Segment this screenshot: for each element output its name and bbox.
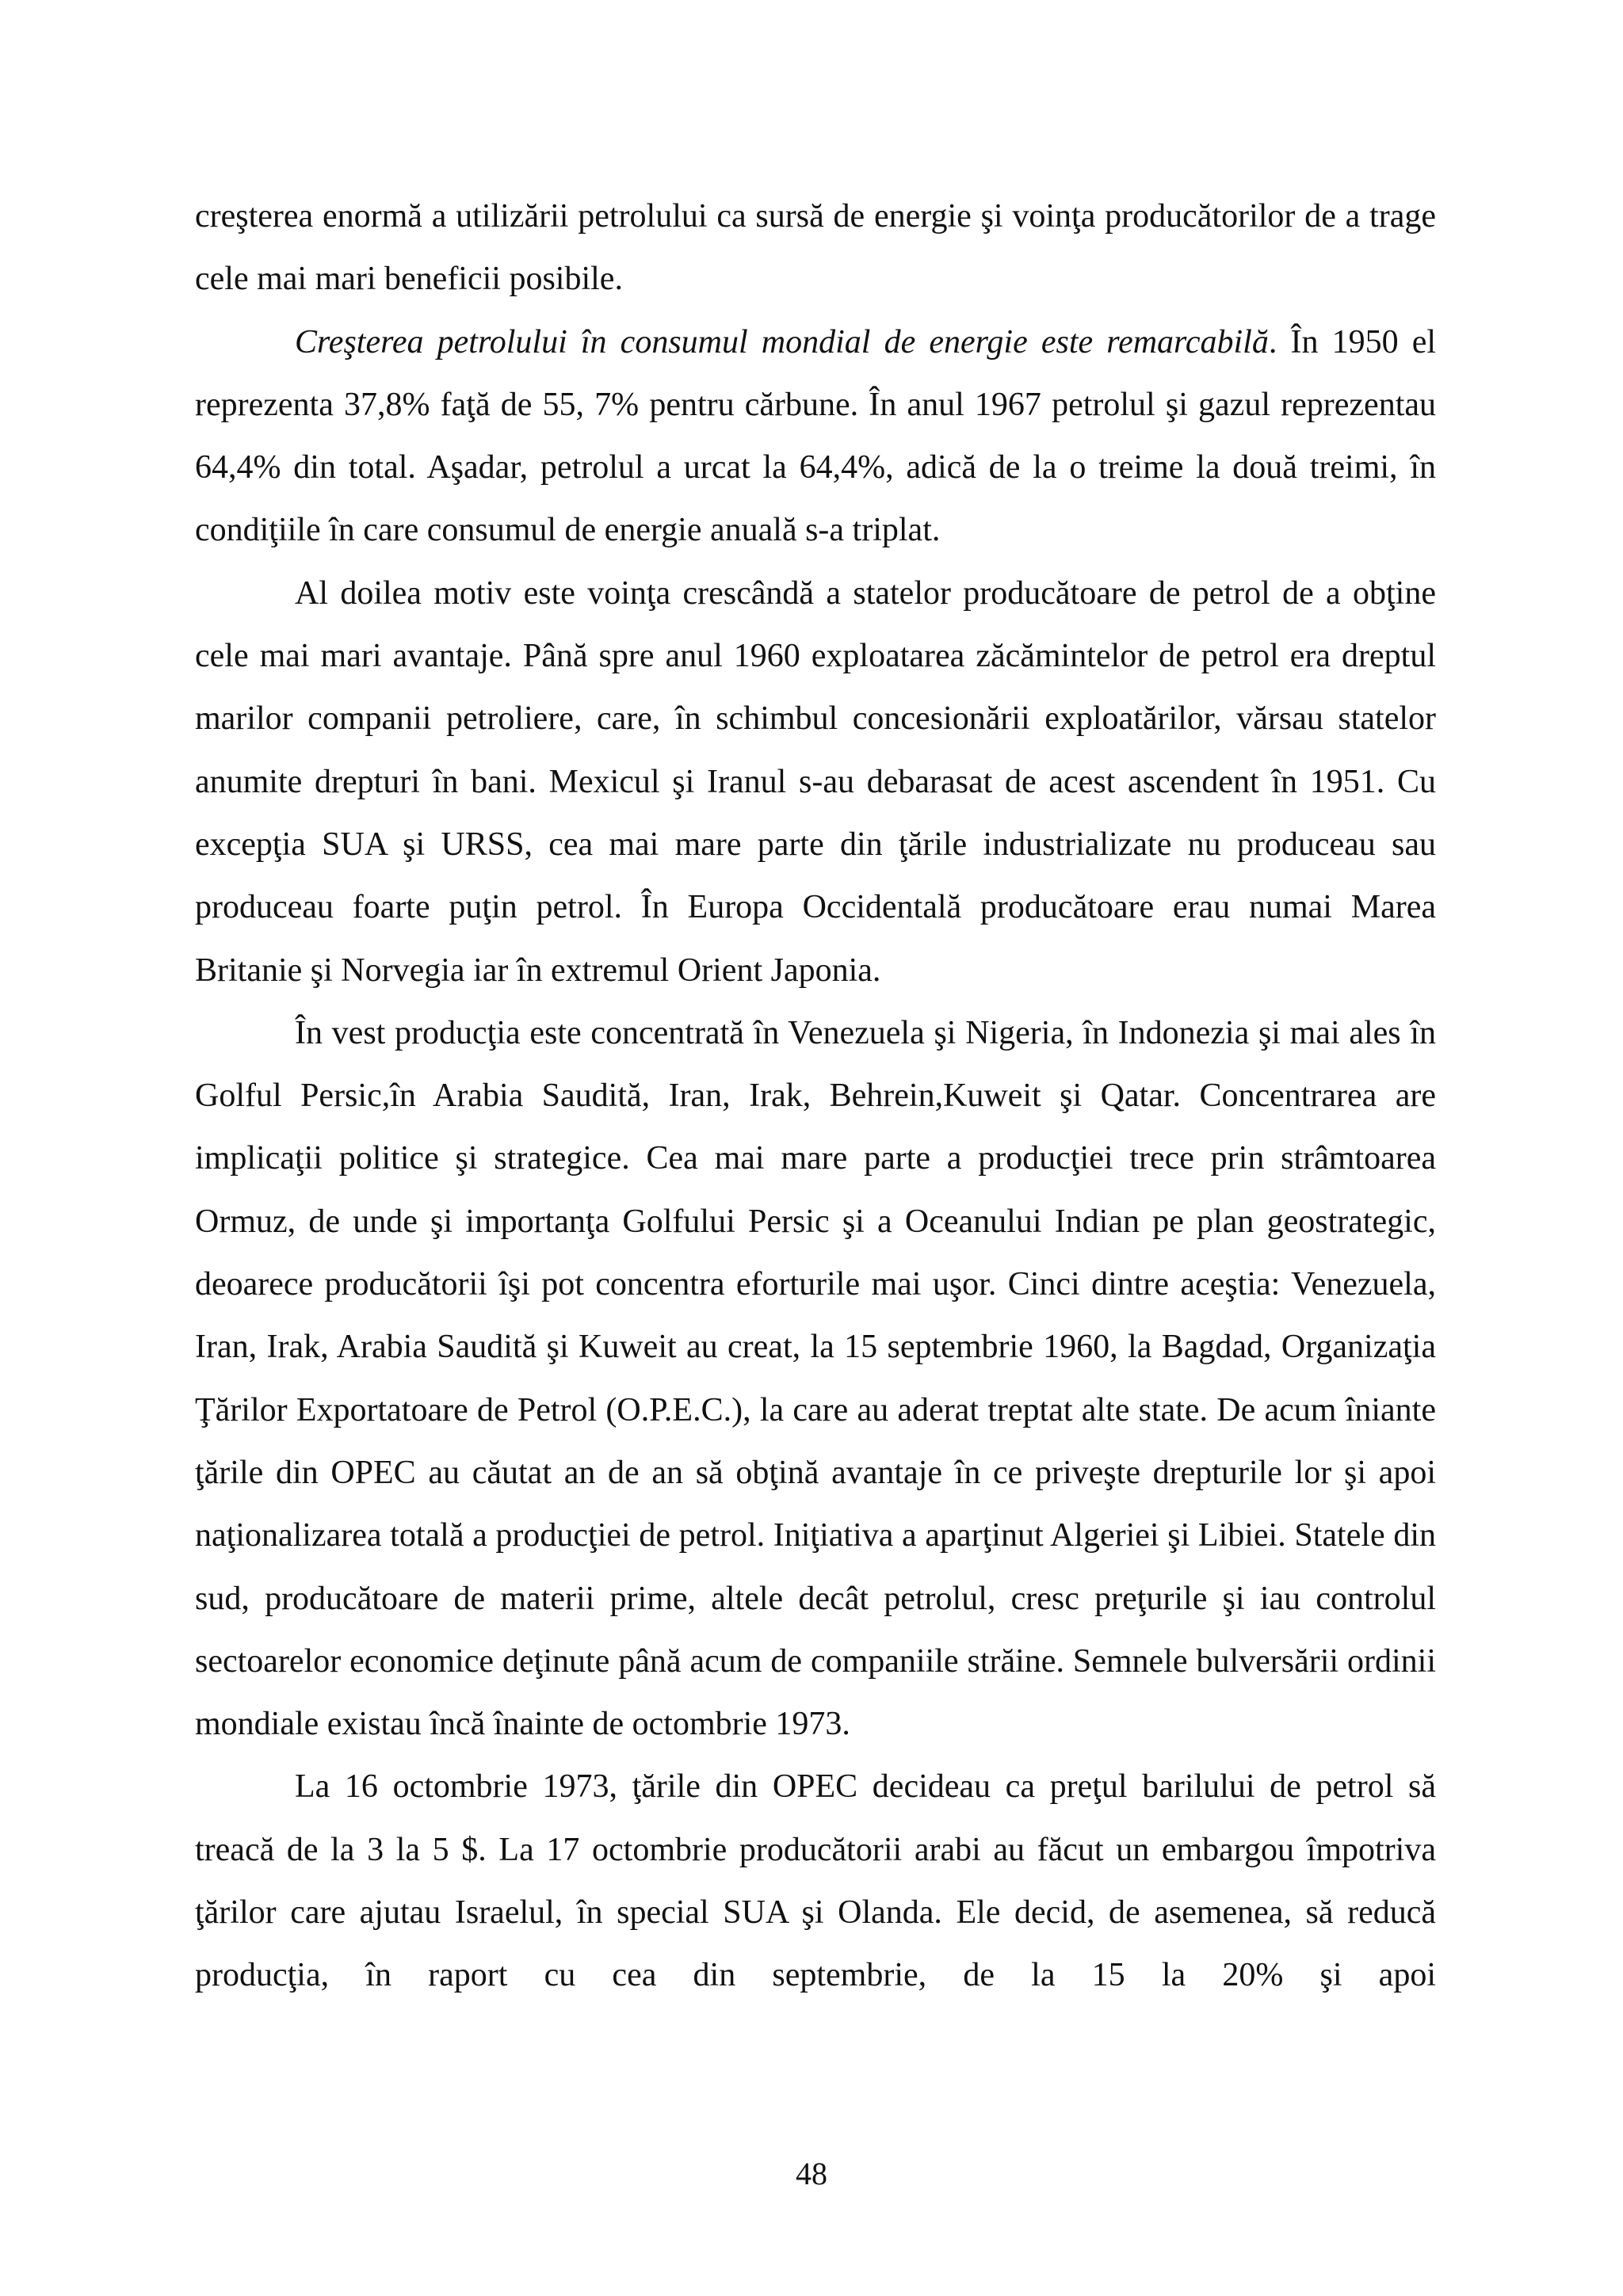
paragraph-continuation: creşterea enormă a utilizării petrolului ca sursă de energie şi voinţa producătorilor de a trage cele mai mari beneficii posibile. bbox=[195, 198, 1436, 298]
paragraph-oil-consumption bbox=[195, 311, 1436, 563]
italic-lead-phrase: Creşterea petrolului în consumul mondial de energie este remarcabilă bbox=[295, 323, 1269, 360]
paragraph-text: . În 1950 el reprezenta 37,8% faţă de 55, 7% pentru cărbune. În anul 1967 petrolul şi gazul reprezentau 64,4% din total. Aşadar, petrolul a urcat la 64,4%, adică de la o treime la două treimi, în condiţiile în care consumul de energie anuală s-a triplat. bbox=[195, 323, 1437, 549]
paragraph-second-motive: Al doilea motiv este voinţa crescândă a statelor producătoare de petrol de a obţine cele mai mari avantaje. Până spre anul 1960 exploatarea zăcămintelor de petrol era dreptul marilor companii petroliere, care, în schimbul concesionării exploatărilor, vărsau statelor anumite drepturi în bani. Mexicul şi Iranul s-au debarasat de acest ascendent în 1951. Cu excepţia SUA şi URSS, cea mai mare parte din ţările industrializate nu produceau sau produceau foarte puţin petrol. În Europa Occidentală producătoare erau numai Marea Britanie şi Norvegia iar în extremul Orient Japonia. bbox=[195, 574, 1436, 989]
page-number: 48 bbox=[796, 2156, 827, 2191]
paragraph-opec-founding: În vest producţia este concentrată în Venezuela şi Nigeria, în Indonezia şi mai ales în Golful Persic,în Arabia Saudită, Iran, Irak, Behrein,Kuweit şi Qatar. Concentrarea are implicaţii politice şi strategice. Cea mai mare parte a producţiei trece prin strâmtoarea Ormuz, de unde şi importanţa Golfului Persic şi a Oceanului Indian pe plan geostrategic, deoarece producătorii îşi pot concentra eforturile mai uşor. Cinci dintre aceştia: Venezuela, Iran, Irak, Arabia Saudită şi Kuweit au creat, la 15 septembrie 1960, la Bagdad, Organizaţia Ţărilor Exportatoare de Petrol (O.P.E.C.), la care au aderat treptat alte state. De acum îniante ţările din OPEC au căutat an de an să obţină avantaje în ce priveşte drepturile lor şi apoi naţionalizarea totală a producţiei de petrol. Iniţiativa a aparţinut Algeriei şi Libiei. Statele din sud, producătoare de materii prime, altele decât petrolul, cresc preţurile şi iau controlul sectoarelor economice deţinute până acum de companiile străine. Semnele bulversării ordinii mondiale existau încă înainte de octombrie 1973. bbox=[195, 1014, 1436, 1743]
paragraph-october-1973: La 16 octombrie 1973, ţările din OPEC decideau ca preţul barilului de petrol să treacă de la 3 la 5 $. La 17 octombrie producătorii arabi au făcut un embargou împotriva ţărilor care ajutau Israelul, în special SUA şi Olanda. Ele decid, de asemenea, să reducă producţia, în raport cu cea din septembrie, de la 15 la 20% şi apoi bbox=[195, 1768, 1436, 1994]
body-text bbox=[195, 185, 1436, 2008]
